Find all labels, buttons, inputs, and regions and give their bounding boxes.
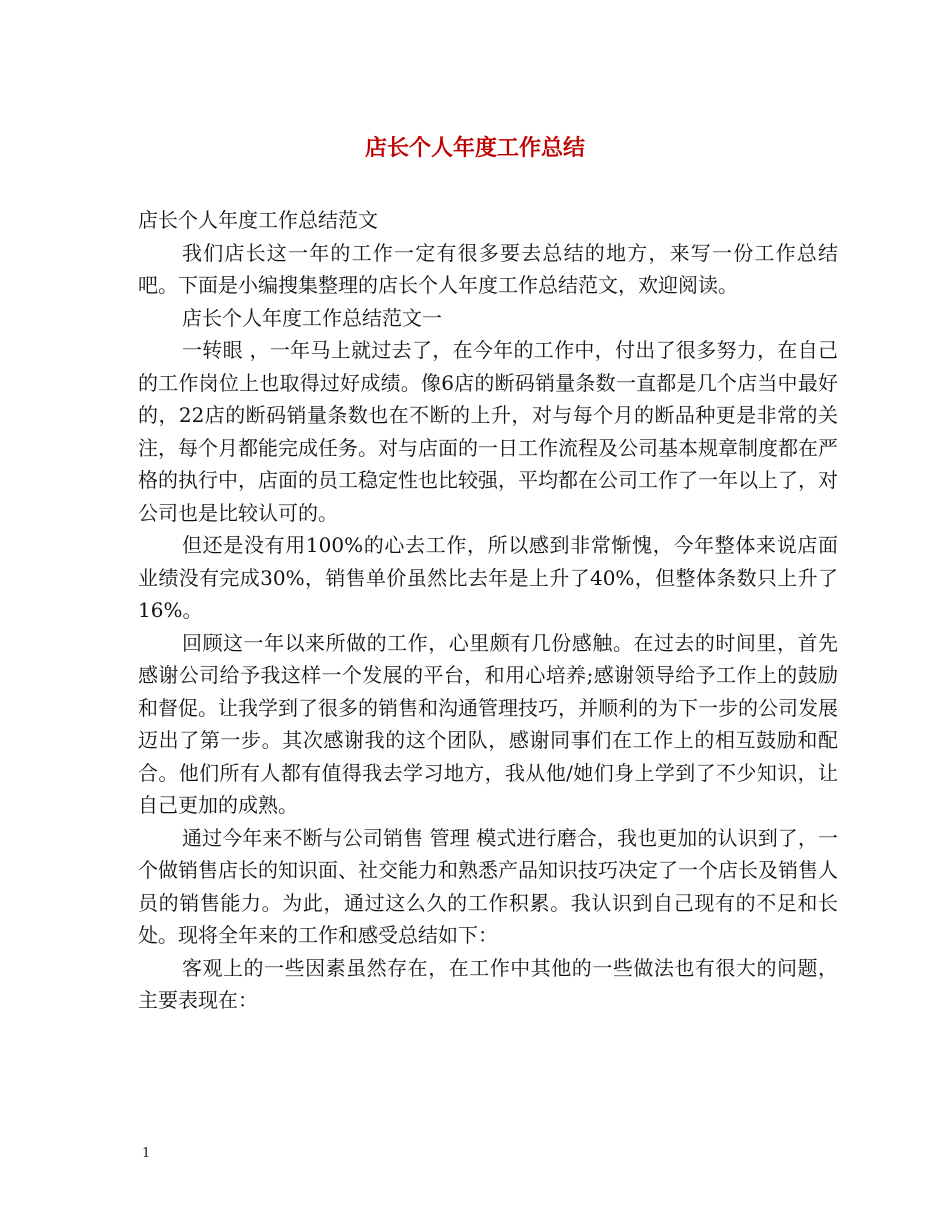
paragraph-body: 一转眼 ，一年马上就过去了，在今年的工作中，付出了很多努力，在自己的工作岗位上也取得过好成绩。像6店的断码销量条数一直都是几个店当中最好的，22店的断码销量条数也在不断的上升，对与每个月的断品种更是非常的关注，每个月都能完成任务。对与店面的一日工作流程及公司基本规章制度都在严格的执行中，店面的员工稳定性也比较强，平均都在公司工作了一年以上了，对公司也是比较认可的。 bbox=[138, 338, 838, 525]
page-number: 1 bbox=[142, 1146, 151, 1161]
paragraph-section-heading: 店长个人年度工作总结范文一 bbox=[182, 305, 442, 330]
paragraph-subtitle: 店长个人年度工作总结范文 bbox=[138, 208, 378, 232]
document-body bbox=[138, 204, 838, 1017]
paragraph-body: 回顾这一年以来所做的工作，心里颇有几份感触。在过去的时间里，首先感谢公司给予我这样一个发展的平台，和用心培养;感谢领导给予工作上的鼓励和督促。让我学到了很多的销售和沟通管理技巧，并顺利的为下一步的公司发展迈出了第一步。其次感谢我的这个团队，感谢同事们在工作上的相互鼓励和配合。他们所有人都有值得我去学习地方，我从他/她们身上学到了不少知识，让自己更加的成熟。 bbox=[138, 630, 838, 817]
document-title: 店长个人年度工作总结 bbox=[364, 135, 585, 161]
paragraph-body: 通过今年来不断与公司销售 管理 模式进行磨合，我也更加的认识到了，一个做销售店长的知识面、社交能力和熟悉产品知识技巧决定了一个店长及销售人员的销售能力。为此，通过这么久的工作积累。我认识到自己现有的不足和长处。现将全年来的工作和感受总结如下： bbox=[138, 825, 838, 947]
paragraph-body: 但还是没有用100%的心去工作，所以感到非常惭愧，今年整体来说店面业绩没有完成30%，销售单价虽然比去年是上升了40%，但整体条数只上升了16%。 bbox=[138, 533, 838, 622]
paragraph-body: 客观上的一些因素虽然存在，在工作中其他的一些做法也有很大的问题，主要表现在： bbox=[138, 955, 838, 1012]
paragraph-intro: 我们店长这一年的工作一定有很多要去总结的地方，来写一份工作总结吧。下面是小编搜集整理的店长个人年度工作总结范文，欢迎阅读。 bbox=[138, 240, 838, 297]
